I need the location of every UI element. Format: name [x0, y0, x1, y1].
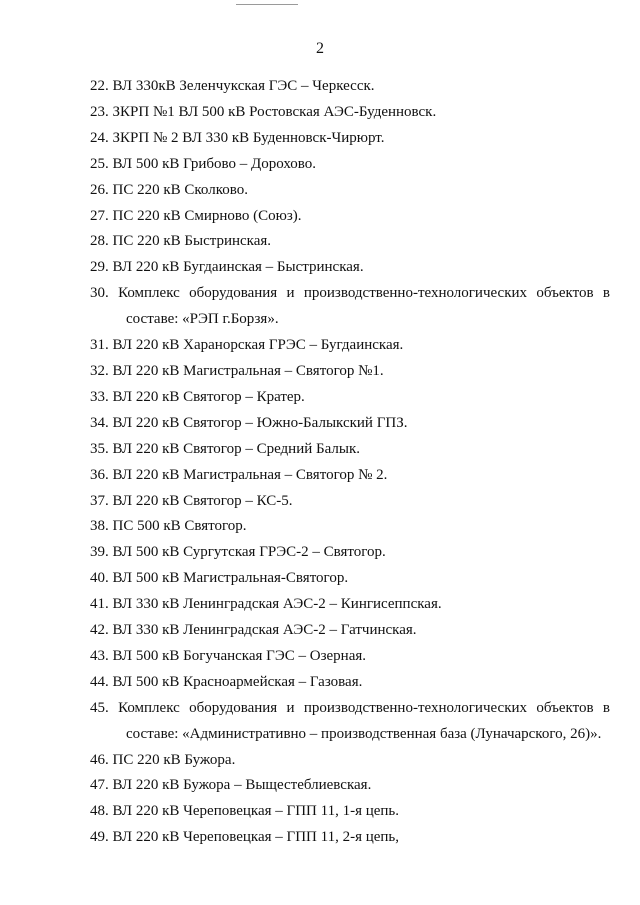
list-item-number: 46. [90, 751, 109, 768]
list-item-text: ВЛ 220 кВ Магистральная – Святогор №1. [112, 362, 384, 379]
list-item [90, 592, 610, 618]
list-item-text: ВЛ 500 кВ Магистральная-Святогор. [112, 570, 349, 587]
list-item-number: 25. [90, 155, 109, 172]
list-item-number: 34. [90, 414, 109, 431]
list-item [90, 463, 610, 489]
list-item-word: объектов [536, 285, 594, 302]
list-item-number: 32. [90, 362, 109, 379]
top-rule [236, 4, 298, 5]
list-item-number: 41. [90, 596, 109, 613]
list-item-word: производственно-технологических [303, 285, 528, 302]
list-item-text: ВЛ 500 кВ Грибово – Дорохово. [112, 155, 317, 172]
list-item-text: ВЛ 500 кВ Красноармейская – Газовая. [112, 673, 363, 690]
list-item-number: 38. [90, 518, 109, 535]
list-item [90, 540, 610, 566]
list-item-number: 30. [90, 285, 109, 302]
numbered-list [90, 74, 610, 851]
list-item-text: ПС 500 кВ Святогор. [112, 518, 247, 535]
list-item [90, 229, 610, 255]
list-item-word: Комплекс [118, 699, 180, 716]
list-item-number: 22. [90, 78, 109, 94]
list-item [90, 411, 610, 437]
list-item-word: в [602, 285, 610, 302]
list-item-number: 36. [90, 466, 109, 483]
list-item-number: 49. [90, 829, 109, 846]
list-item-number: 29. [90, 259, 109, 276]
list-item-word: и [286, 699, 295, 716]
list-item [90, 126, 610, 152]
list-item-number: 42. [90, 622, 109, 639]
list-item-number: 31. [90, 337, 109, 354]
list-item [90, 825, 610, 851]
list-item [90, 359, 610, 385]
list-item [90, 437, 610, 463]
list-item-number: 35. [90, 440, 109, 457]
list-item-text: ВЛ 500 кВ Сургутская ГРЭС-2 – Святогор. [112, 544, 386, 561]
list-item-number: 28. [90, 233, 109, 250]
list-item-number: 47. [90, 777, 109, 794]
list-item-number: 45. [90, 699, 109, 716]
list-item [90, 670, 610, 696]
list-item [90, 489, 610, 515]
list-item [90, 385, 610, 411]
list-item-text: ВЛ 330 кВ Ленинградская АЭС-2 – Кингисеппская. [112, 596, 442, 613]
list-item [90, 255, 610, 281]
list-item-text: ВЛ 220 кВ Бужора – Выщестеблиевская. [112, 777, 372, 794]
list-item-number: 43. [90, 647, 109, 664]
list-item-word: объектов [536, 699, 594, 716]
list-item-text: ПС 220 кВ Быстринская. [112, 233, 272, 250]
list-item-text: ПС 220 кВ Смирново (Союз). [112, 207, 302, 224]
list-item-number: 39. [90, 544, 109, 561]
list-item-number: 26. [90, 181, 109, 198]
list-item-number: 44. [90, 673, 109, 690]
list-item [90, 333, 610, 359]
page-number: 2 [316, 40, 324, 57]
list-item-number: 40. [90, 570, 109, 587]
list-item-text: ВЛ 220 кВ Череповецкая – ГПП 11, 1-я цепь. [112, 803, 400, 820]
list-item [90, 566, 610, 592]
list-item-text: ЗКРП №1 ВЛ 500 кВ Ростовская АЭС-Буденновск. [112, 103, 437, 120]
list-item [90, 152, 610, 178]
list-item [90, 748, 610, 774]
list-item-text: ВЛ 330 кВ Ленинградская АЭС-2 – Гатчинская. [112, 622, 417, 639]
list-item-word: Комплекс [118, 285, 180, 302]
list-item [90, 281, 610, 333]
list-item [90, 178, 610, 204]
list-item-text: ВЛ 220 кВ Бугдаинская – Быстринская. [112, 259, 364, 276]
list-item-word: и [286, 285, 295, 302]
list-item-number: 33. [90, 388, 109, 405]
list-item-text: ВЛ 220 кВ Магистральная – Святогор № 2. [112, 466, 388, 483]
list-item [90, 696, 610, 748]
list-item-text: ВЛ 220 кВ Святогор – Южно-Балыкский ГПЗ. [112, 414, 408, 431]
list-item [90, 618, 610, 644]
list-item-word: производственно-технологических [303, 699, 528, 716]
list-item-text: ВЛ 500 кВ Богучанская ГЭС – Озерная. [112, 647, 366, 664]
list-item-first-line [90, 696, 610, 722]
list-item-text: ВЛ 220 кВ Харанорская ГРЭС – Бугдаинская. [112, 337, 404, 354]
list-item-number: 27. [90, 207, 109, 224]
list-item-text: ВЛ 220 кВ Святогор – Кратер. [112, 388, 305, 405]
list-item [90, 644, 610, 670]
list-item [90, 100, 610, 126]
list-item-text: ВЛ 330кВ Зеленчукская ГЭС – Черкесск. [112, 78, 375, 94]
list-item-text: ВЛ 220 кВ Череповецкая – ГПП 11, 2-я цепь, [112, 829, 400, 846]
list-item-text: ЗКРП № 2 ВЛ 330 кВ Буденновск-Чирюрт. [112, 129, 385, 146]
list-item [90, 204, 610, 230]
list-item-text: ПС 220 кВ Бужора. [112, 751, 236, 768]
list-item [90, 773, 610, 799]
list-item-word: в [602, 699, 610, 716]
list-item-word: оборудования [189, 285, 278, 302]
list-item [90, 799, 610, 825]
list-item-continuation: составе: «РЭП г.Борзя». [126, 311, 279, 328]
list-item-text: ПС 220 кВ Сколково. [112, 181, 248, 198]
list-item [90, 514, 610, 540]
list-item-number: 37. [90, 492, 109, 509]
list-item-number: 23. [90, 103, 109, 120]
list-item-number: 24. [90, 129, 109, 146]
list-item-text: ВЛ 220 кВ Святогор – КС-5. [112, 492, 293, 509]
list-item-text: ВЛ 220 кВ Святогор – Средний Балык. [112, 440, 361, 457]
list-item-word: оборудования [189, 699, 278, 716]
list-item-first-line [90, 281, 610, 307]
list-item-number: 48. [90, 803, 109, 820]
list-item [90, 74, 610, 100]
list-item-continuation: составе: «Административно – производственная база (Луначарского, 26)». [126, 725, 602, 742]
